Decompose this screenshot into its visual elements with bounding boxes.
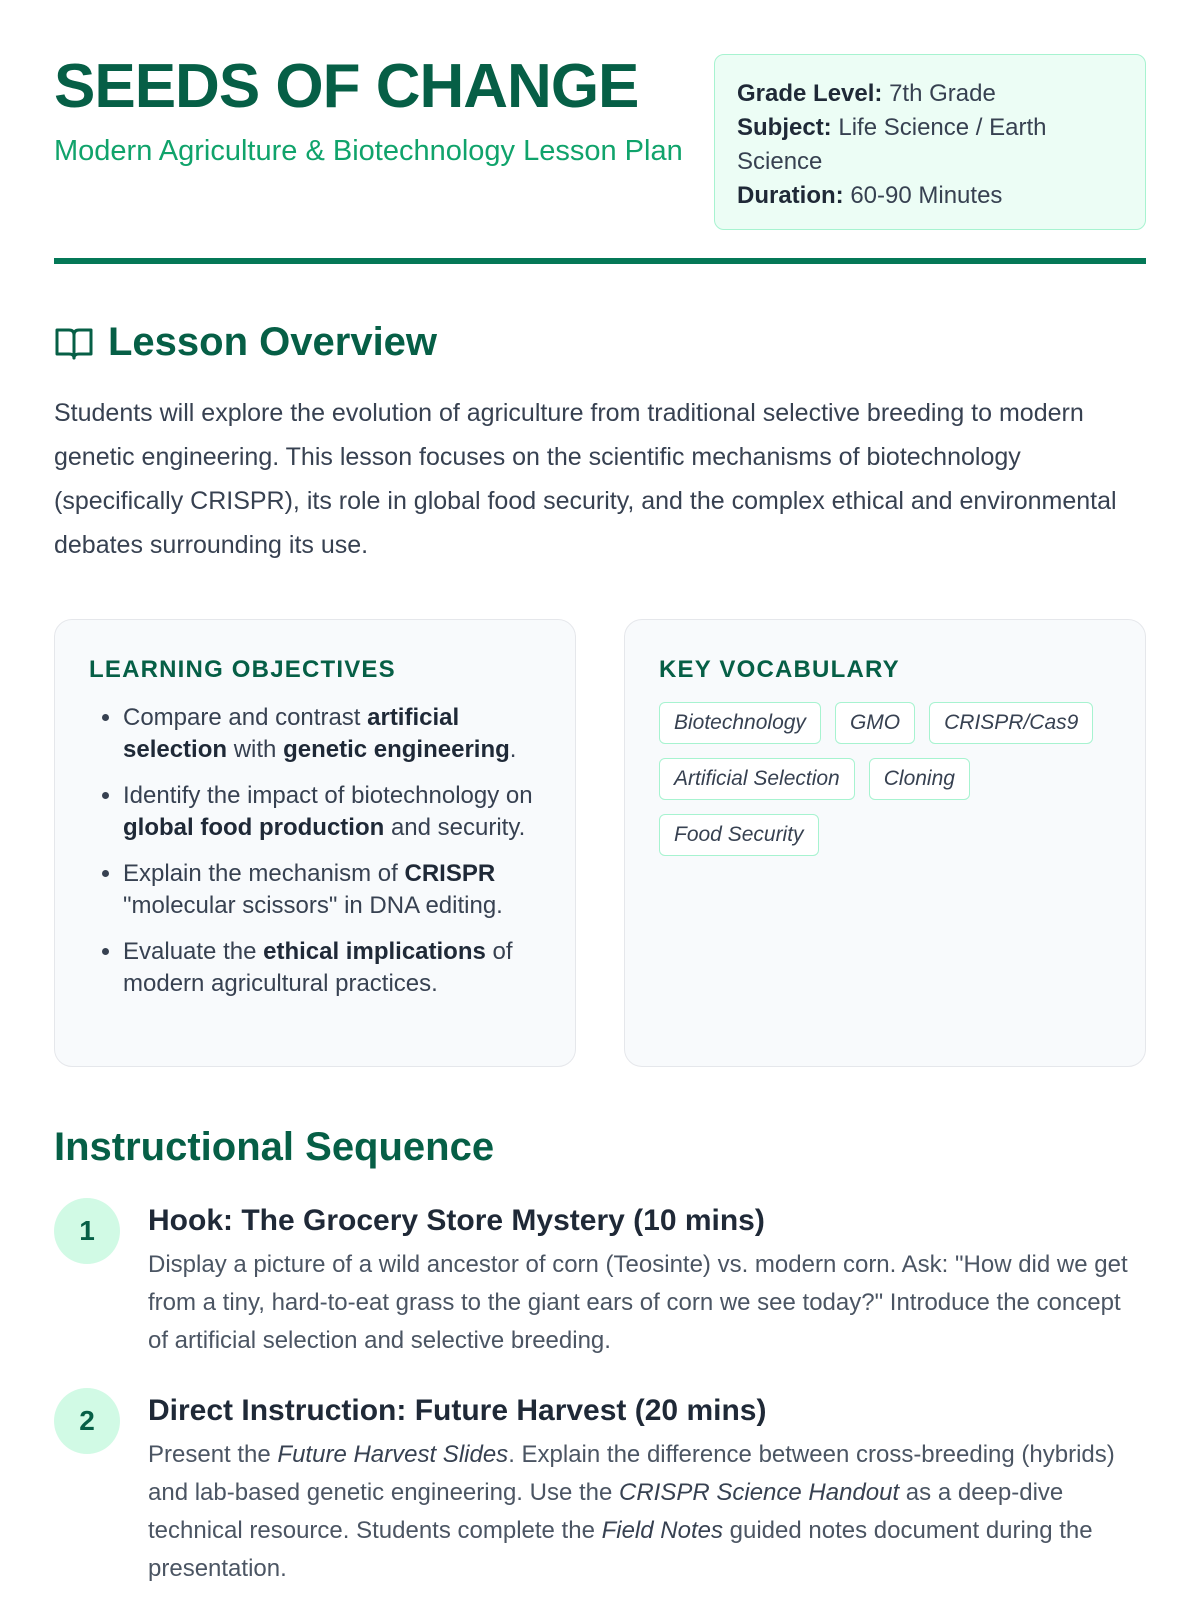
resource-link-slides: Future Harvest Slides bbox=[277, 1441, 509, 1468]
vocab-tag-biotechnology: Biotechnology bbox=[659, 702, 821, 744]
header bbox=[54, 54, 1146, 230]
step-description: Present the Future Harvest Slides. Explain the difference between cross-breeding (hybrids) and lab-based genetic engineering. Use the CRISPR Science Handout as a deep-dive technical resource. Students complete the Field Notes guided notes document during the presentation. bbox=[148, 1441, 1115, 1582]
subject-value: Life Science / Earth Science bbox=[737, 114, 1047, 175]
objective-item: • Compare and contrast artificial selection with genetic engineering. bbox=[123, 702, 541, 766]
title-block bbox=[54, 54, 694, 175]
resource-link-field-notes: Field Notes bbox=[601, 1517, 723, 1544]
grade-level-value: 7th Grade bbox=[889, 80, 996, 107]
duration-value: 60-90 Minutes bbox=[850, 182, 1003, 209]
step-title: Direct Instruction: Future Harvest (20 mins) bbox=[148, 1394, 767, 1427]
step-number-badge: 2 bbox=[54, 1388, 120, 1454]
step-number-badge: 1 bbox=[54, 1198, 120, 1264]
objective-item: • Explain the mechanism of CRISPR "molecular scissors" in DNA editing. bbox=[123, 858, 541, 922]
objective-item: • Identify the impact of biotechnology on global food production and security. bbox=[123, 780, 541, 844]
grade-level-row bbox=[737, 77, 1123, 111]
overview-heading bbox=[54, 320, 1146, 365]
step-body bbox=[148, 1204, 1146, 1360]
vocab-tag-food-security: Food Security bbox=[659, 814, 819, 856]
overview-text: Students will explore the evolution of agriculture from traditional selective breeding to modern genetic engineering. This lesson focuses on the scientific mechanisms of biotechnology (specifically CRISPR), its role in global food security, and the complex ethical and environmental debates surrounding its use. bbox=[54, 399, 1117, 559]
header-divider bbox=[54, 258, 1146, 264]
objectives-title: LEARNING OBJECTIVES bbox=[89, 656, 396, 683]
vocab-tag-cloning: Cloning bbox=[869, 758, 970, 800]
overview-title: Lesson Overview bbox=[108, 320, 438, 364]
subject-row bbox=[737, 111, 1123, 179]
vocabulary-card bbox=[624, 619, 1146, 1067]
page-subtitle: Modern Agriculture & Biotechnology Lesson Plan bbox=[54, 135, 683, 168]
objectives-card bbox=[54, 619, 576, 1067]
duration-label: Duration: bbox=[737, 182, 844, 209]
lesson-info-box bbox=[714, 54, 1146, 230]
vocab-tag-gmo: GMO bbox=[835, 702, 915, 744]
duration-row bbox=[737, 179, 1123, 213]
cards-row bbox=[54, 619, 1146, 1067]
step-title: Hook: The Grocery Store Mystery (10 mins) bbox=[148, 1204, 765, 1237]
vocabulary-tags bbox=[659, 702, 1119, 856]
vocab-tag-artificial-selection: Artificial Selection bbox=[659, 758, 855, 800]
sequence-step bbox=[54, 1204, 1146, 1360]
step-description: Display a picture of a wild ancestor of corn (Teosinte) vs. modern corn. Ask: "How did we get from a tiny, hard-to-eat grass to the giant ears of corn we see today?" Introduce the concept of artificial selection and selective breeding. bbox=[148, 1251, 1128, 1354]
step-body bbox=[148, 1394, 1146, 1588]
book-open-icon bbox=[54, 325, 94, 361]
objective-item: • Evaluate the ethical implications of modern agricultural practices. bbox=[123, 936, 541, 1000]
objectives-list bbox=[89, 702, 541, 1000]
resource-link-handout: CRISPR Science Handout bbox=[619, 1479, 900, 1506]
subject-label: Subject: bbox=[737, 114, 832, 141]
grade-level-label: Grade Level: bbox=[737, 80, 883, 107]
vocab-tag-crispr: CRISPR/Cas9 bbox=[929, 702, 1093, 744]
sequence-step bbox=[54, 1394, 1146, 1588]
page-title: SEEDS OF CHANGE bbox=[54, 52, 639, 121]
vocabulary-title: KEY VOCABULARY bbox=[659, 656, 900, 683]
sequence-title: Instructional Sequence bbox=[54, 1125, 495, 1169]
